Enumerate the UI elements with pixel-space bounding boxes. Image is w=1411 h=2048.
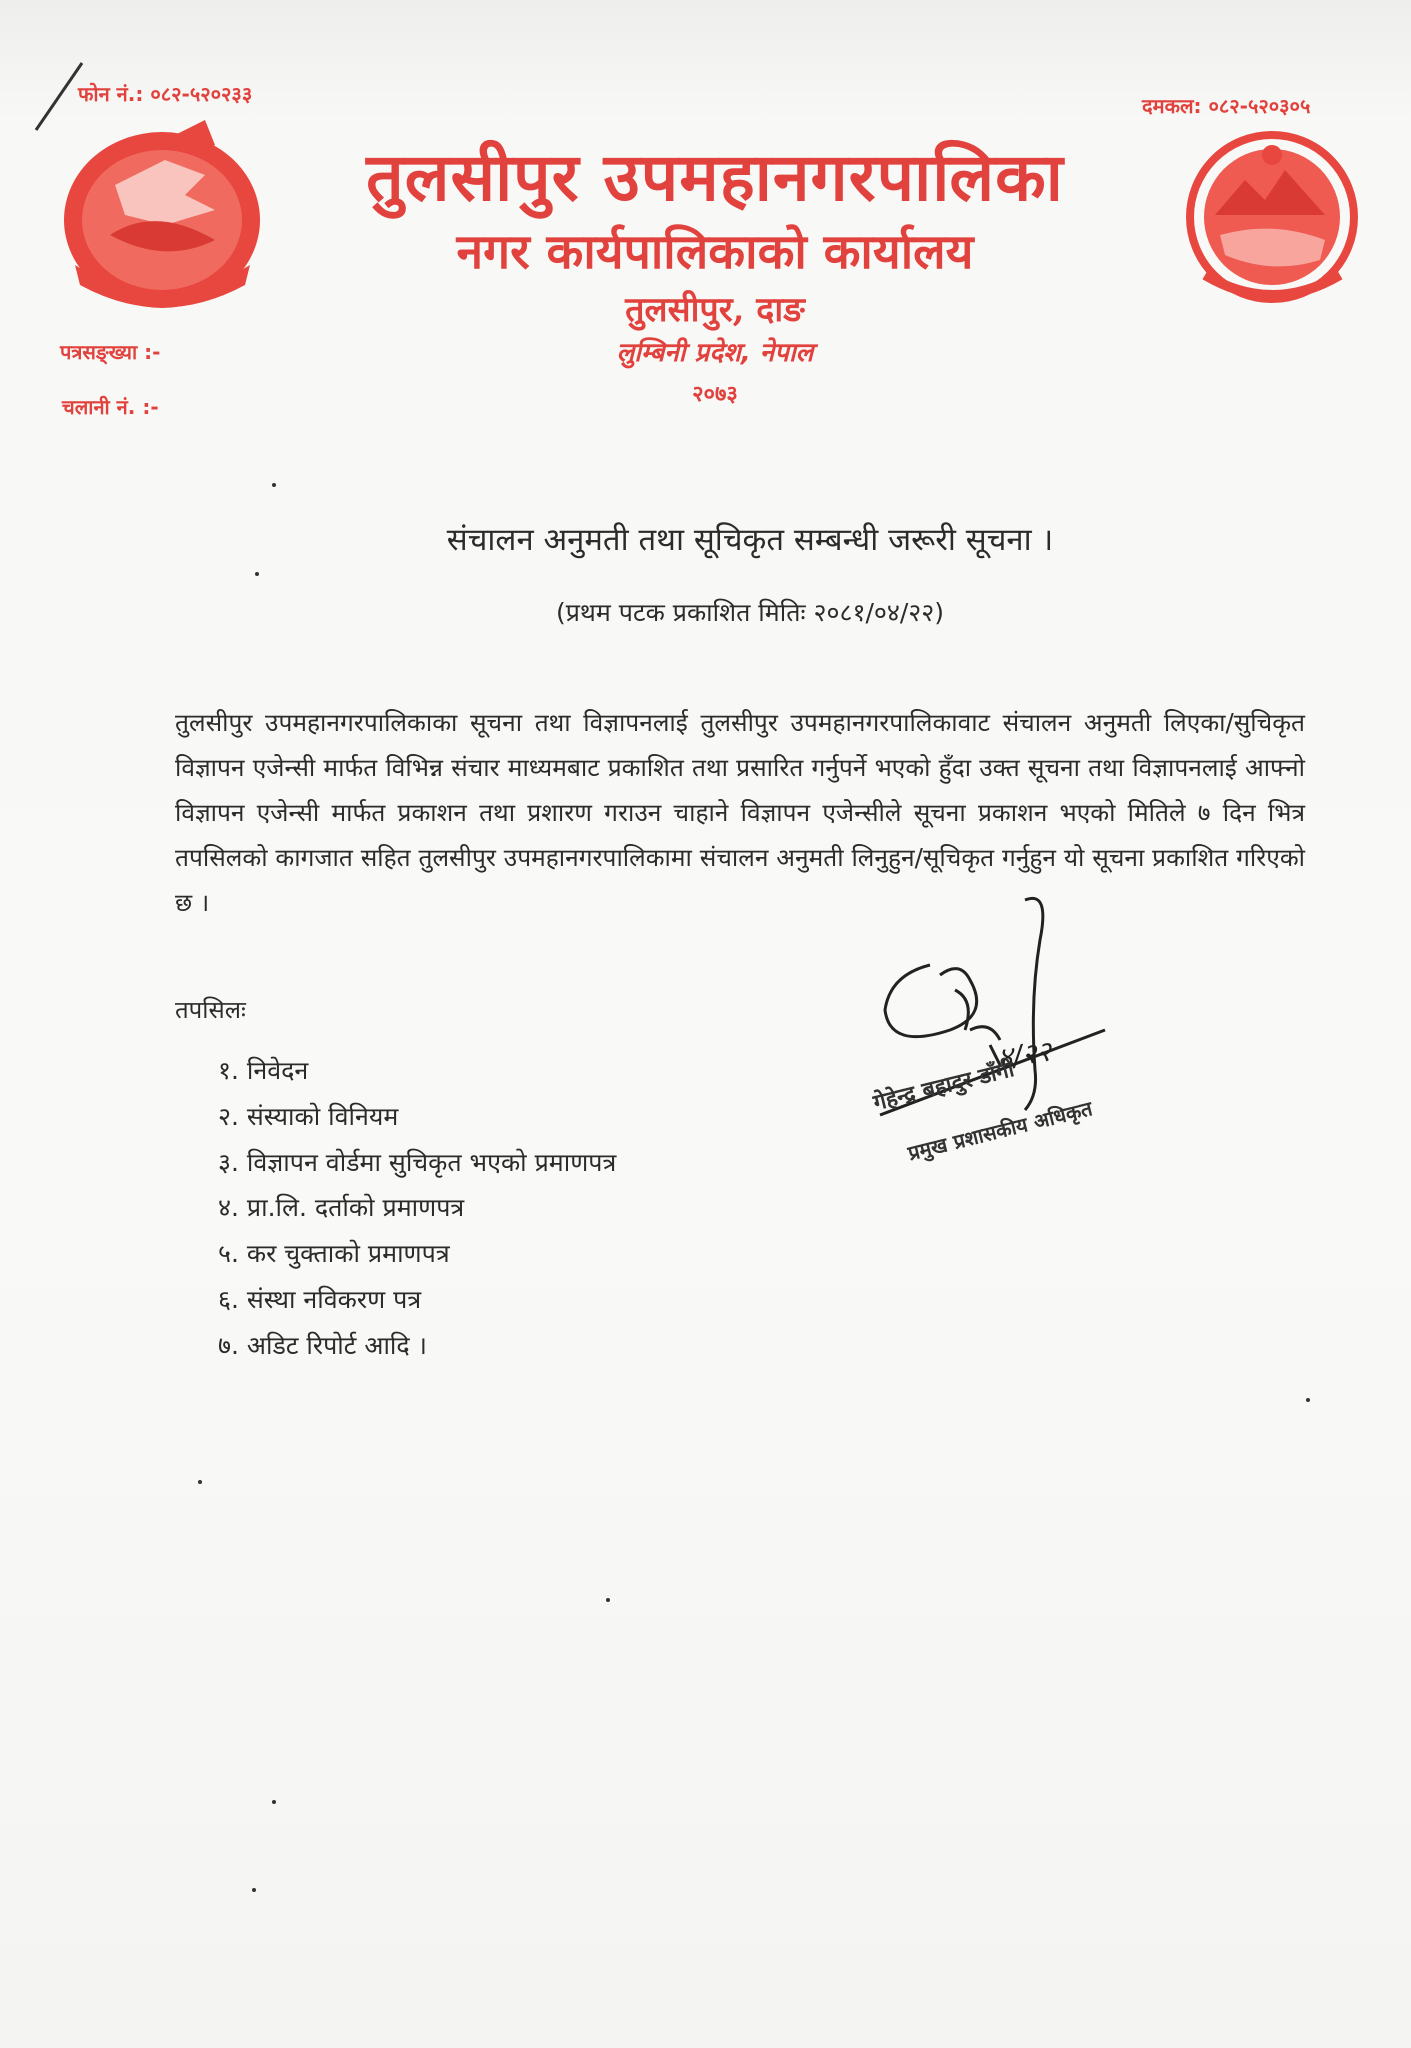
first-published-date: (प्रथम पटक प्रकाशित मितिः २०८१/०४/२२) <box>555 598 945 627</box>
office-name: नगर कार्यपालिकाको कार्यालय <box>456 224 974 280</box>
dispatch-number-label: चलानी नं. :- <box>62 395 159 419</box>
list-item: ५. कर चुक्ताको प्रमाणपत्र <box>218 1239 450 1269</box>
list-item: ३. विज्ञापन वोर्डमा सुचिकृत भएको प्रमाणपत्र <box>218 1147 617 1177</box>
schedule-list <box>218 1048 616 1369</box>
list-item: १. निवेदन <box>218 1056 309 1085</box>
phone-number: फोन नं.: ०८२-५२०२३३ <box>78 82 253 106</box>
scan-speck <box>272 1800 276 1804</box>
fax-number: दमकल: ०८२-५२०३०५ <box>1142 94 1311 118</box>
letter-number-label: पत्रसङ्ख्या :- <box>60 340 161 364</box>
established-year: २०७३ <box>692 382 738 407</box>
province: लुम्बिनी प्रदेश, नेपाल <box>616 338 814 368</box>
notice-heading: संचालन अनुमती तथा सूचिकृत सम्बन्धी जरूरी सूचना । <box>446 522 1054 558</box>
scan-speck <box>252 1888 256 1892</box>
signature-date: ४/२२ <box>996 1034 1054 1075</box>
signatory-name: गेहेन्द्र बहादुर डाँगी <box>870 1057 1017 1117</box>
list-item: ७. अडिट रिपोर्ट आदि । <box>218 1330 428 1360</box>
org-name: तुलसीपुर उपमहानगरपालिका <box>366 138 1064 216</box>
list-item: ४. प्रा.लि. दर्ताको प्रमाणपत्र <box>218 1193 465 1223</box>
signatory-title: प्रमुख प्रशासकीय अधिकृत <box>905 1096 1095 1166</box>
office-location: तुलसीपुर, दाङ <box>625 290 805 330</box>
list-item: ६. संस्था नविकरण पत्र <box>218 1284 422 1314</box>
scan-speck <box>272 483 276 487</box>
notice-body: तुलसीपुर उपमहानगरपालिकाका सूचना तथा विज्ञापनलाई तुलसीपुर उपमहानगरपालिकावाट संचालन अनुमती लिएका/सुचिकृत विज्ञापन एजेन्सी मार्फत विभिन्न संचार माध्यमबाट प्रकाशित तथा प्रसारित गर्नुपर्ने भएको हुँदा उक्त सूचना तथा विज्ञापनलाई आफ्नो विज्ञापन एजेन्सी मार्फत प्रकाशन तथा प्रशारण गराउन चाहाने विज्ञापन एजेन्सीले सूचना प्रकाशन भएको मितिले ७ दिन भित्र तपसिलको कागजात सहित तुलसीपुर उपमहानगरपालिकामा संचालन अनुमती लिनुहुन/सूचिकृत गर्नुहुन यो सूचना प्रकाशित गरिएको छ । <box>175 708 1305 917</box>
list-item: २. संस्याको विनियम <box>218 1101 399 1131</box>
scan-speck <box>255 572 259 576</box>
scan-speck <box>606 1598 610 1602</box>
municipality-emblem-icon <box>1185 125 1360 310</box>
scan-speck <box>198 1480 202 1484</box>
scan-speck <box>1306 1398 1310 1402</box>
schedule-label: तपसिलः <box>175 996 246 1024</box>
nepal-emblem-icon <box>55 115 270 315</box>
